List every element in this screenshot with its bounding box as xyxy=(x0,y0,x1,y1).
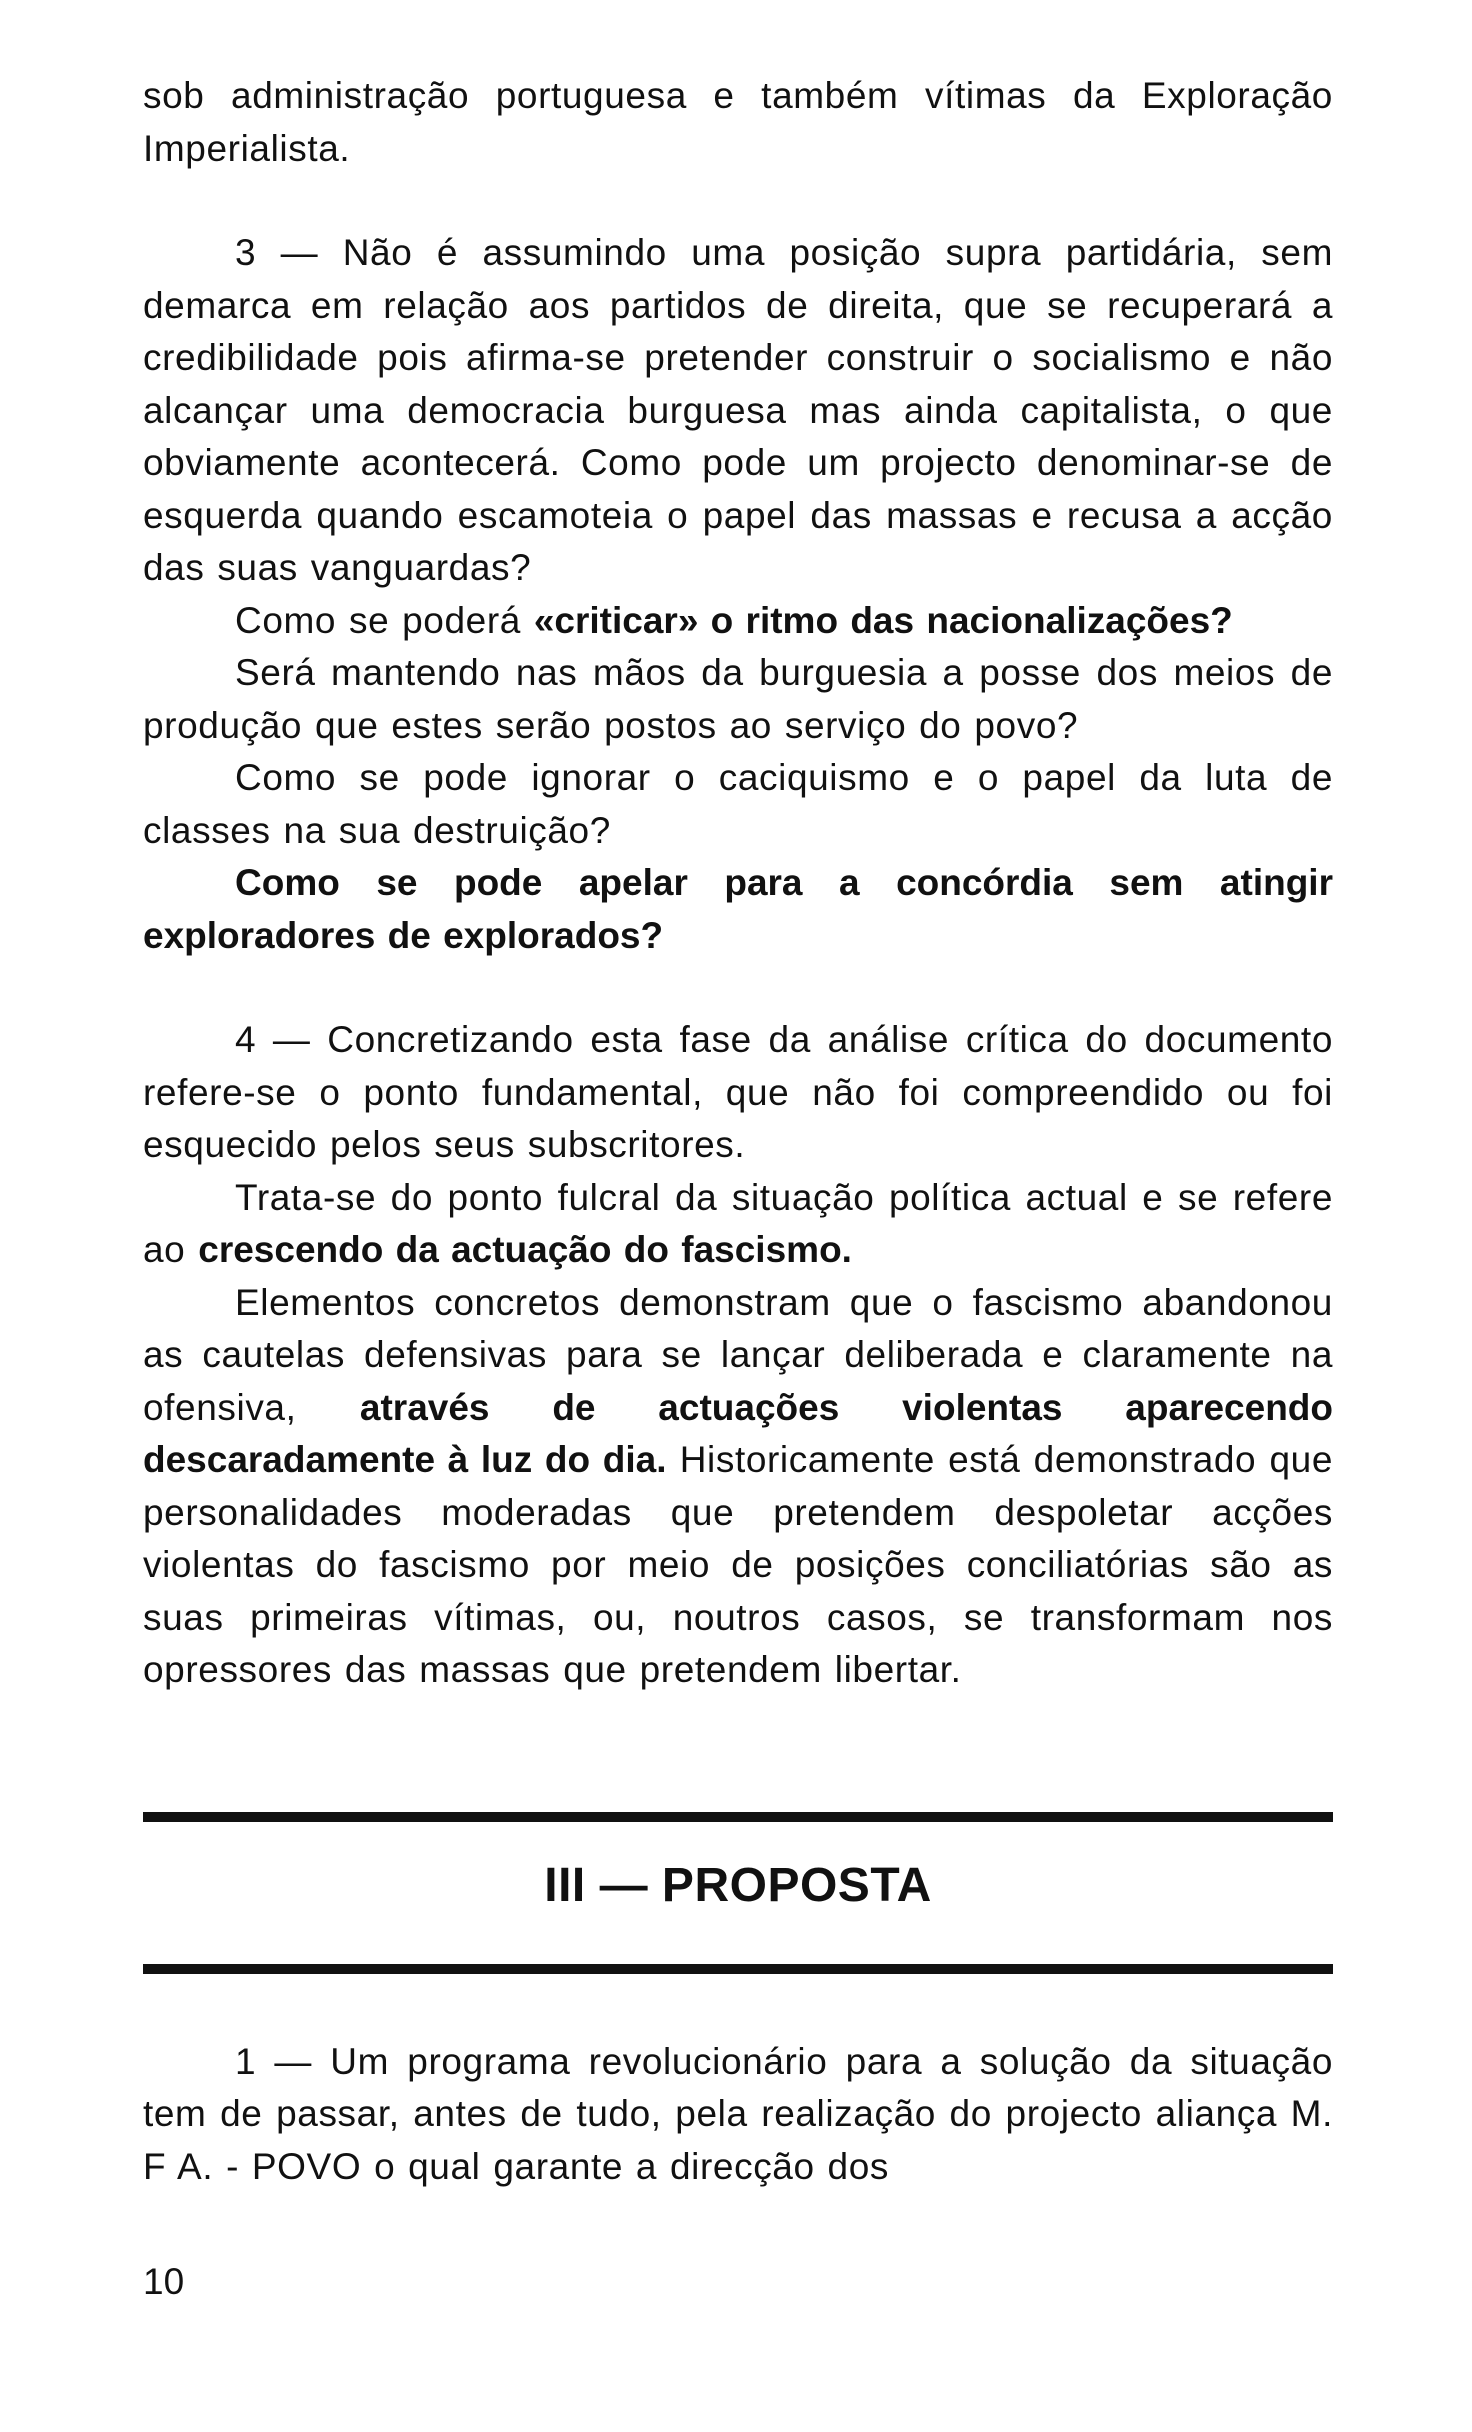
paragraph-text: Trata-se do ponto fulcral da situação política actual e se refere ao xyxy=(143,1176,1333,1270)
paragraph-point-3: 3 — Não é assumindo uma posição supra partidária, sem demarca em relação aos partidos de direita, que se recuperará a credibilidade pois afirma-se pretender construir o socialismo e não alcançar uma democracia burguesa mas ainda capitalista, o que obviamente acontecerá. Como pode um projecto denominar-se de esquerda quando escamoteia o papel das massas e recusa a acção das suas vanguardas? xyxy=(143,232,1333,588)
section-rule-top xyxy=(143,1812,1333,1822)
question-bold-text: Como se pode apelar para a concórdia sem atingir exploradores de explorados? xyxy=(143,862,1333,956)
paragraph-text: Elementos concretos demonstram que o fascismo abandonou as cautelas defensivas para se lançar deliberada e claramente na ofensiva, xyxy=(143,1281,1333,1428)
question-text: Como se poderá xyxy=(235,599,534,641)
page-body xyxy=(143,70,1333,2193)
section-rule-bottom xyxy=(143,1964,1333,1974)
paragraph-question-concordia xyxy=(143,857,1333,962)
paragraph-question-bourgeoisie: Será mantendo nas mãos da burguesia a posse dos meios de produção que estes serão postos ao serviço do povo? xyxy=(143,652,1333,746)
paragraph-point-4: 4 — Concretizando esta fase da análise crítica do documento refere-se o ponto fundamental, que não foi compreendido ou foi esquecido pelos seus subscritores. xyxy=(143,1019,1333,1165)
paragraph-fascism-offensive xyxy=(143,1277,1333,1697)
paragraph-text: Historicamente está demonstrado que personalidades moderadas que pretendem despoletar acções violentas do fascismo por meio de posições conciliatórias são as suas primeiras vítimas, ou, noutros casos, se transformam nos opressores das massas que pretendem libertar. xyxy=(143,1439,1334,1690)
paragraph-question-caciquismo: Como se pode ignorar o caciquismo e o papel da luta de classes na sua destruição? xyxy=(143,757,1333,851)
page-number: 10 xyxy=(143,2261,185,2302)
emphasis-text: através de actuações violentas aparecendo descaradamente à luz do dia. xyxy=(143,1386,1333,1480)
question-bold-text: «criticar» o ritmo das nacionalizações? xyxy=(533,599,1233,641)
paragraph-fascism-growth xyxy=(143,1172,1333,1277)
paragraph-continuation: sob administração portuguesa e também vítimas da Exploração Imperialista. xyxy=(143,75,1333,169)
paragraph-question-nationalizations xyxy=(143,595,1333,648)
emphasis-text: crescendo da actuação do fascismo. xyxy=(198,1229,852,1270)
section-title: III — PROPOSTA xyxy=(544,1858,932,1912)
paragraph-proposal-1: 1 — Um programa revolucionário para a solução da situação tem de passar, antes de tudo, pela realização do projecto aliança M. F A. - POVO o qual garante a direcção dos xyxy=(143,2040,1333,2187)
